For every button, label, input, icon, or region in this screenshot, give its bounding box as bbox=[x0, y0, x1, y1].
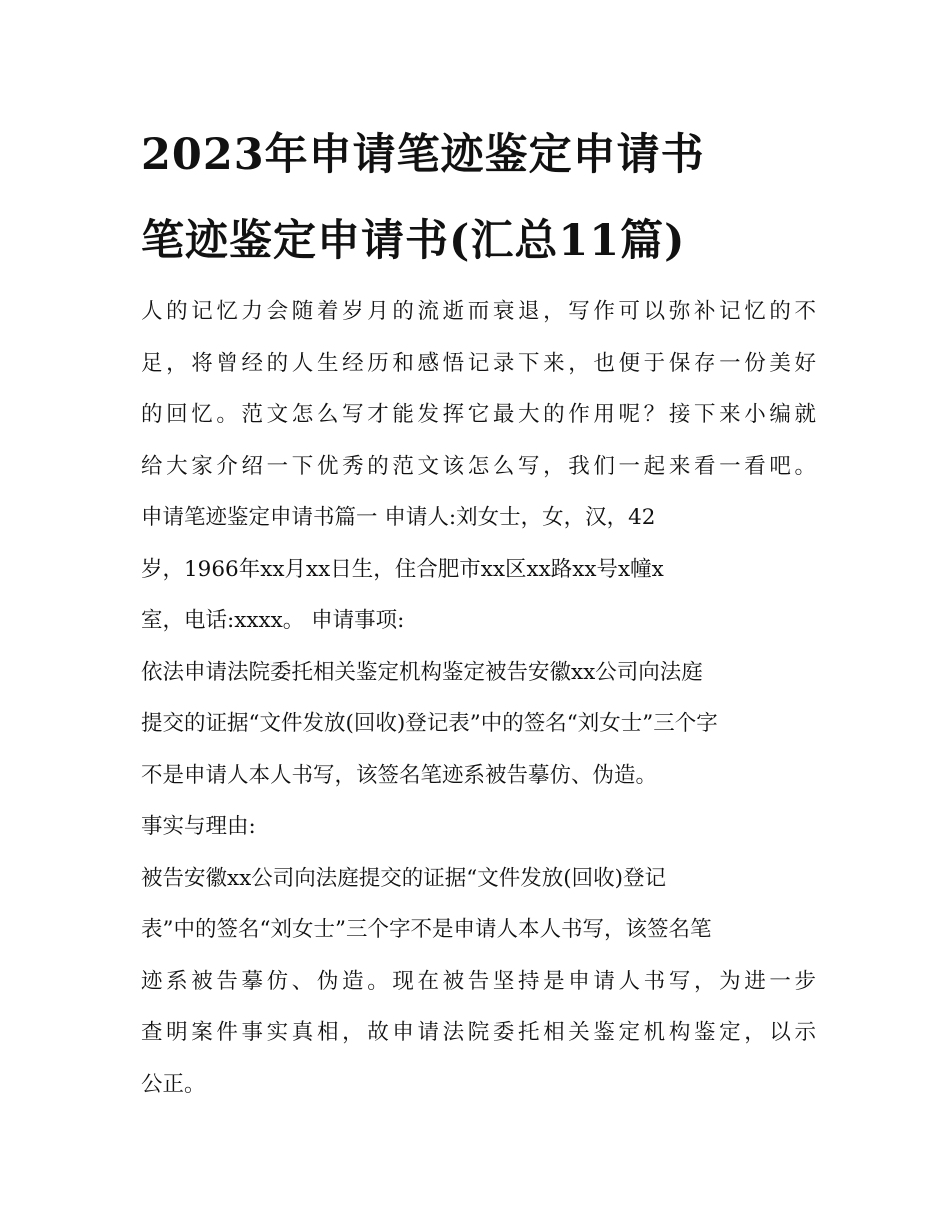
title-line-2: 笔迹鉴定申请书(汇总11篇) bbox=[141, 216, 686, 266]
body-line: 人的记忆力会随着岁月的流逝而衰退，写作可以弥补记忆的不 bbox=[141, 299, 816, 324]
body-line: 迹系被告摹仿、伪造。现在被告坚持是申请人书写，为进一步 bbox=[141, 968, 816, 994]
body-line: 公正。 bbox=[141, 1071, 206, 1097]
body-line: 被告安徽xx公司向法庭提交的证据“文件发放(回收)登记 bbox=[141, 865, 667, 891]
body-line: 表”中的签名“刘女士”三个字不是申请人本人书写，该签名笔 bbox=[141, 917, 712, 942]
body-line: 足，将曾经的人生经历和感悟记录下来，也便于保存一份美好 bbox=[141, 350, 816, 376]
body-line: 事实与理由: bbox=[141, 814, 256, 839]
body-line: 申请笔迹鉴定申请书篇一 申请人:刘女士，女，汉，42 bbox=[141, 505, 656, 530]
body-line: 查明案件事实真相，故申请法院委托相关鉴定机构鉴定，以示 bbox=[141, 1020, 816, 1045]
title-line-1: 2023年申请笔迹鉴定申请书 bbox=[141, 130, 705, 180]
body-line: 不是申请人本人书写，该签名笔迹系被告摹仿、伪造。 bbox=[141, 762, 658, 788]
body-line: 室，电话:xxxx。 申请事项: bbox=[141, 608, 405, 633]
body-line: 依法申请法院委托相关鉴定机构鉴定被告安徽xx公司向法庭 bbox=[141, 659, 703, 685]
document-title bbox=[141, 112, 816, 284]
body-line: 提交的证据“文件发放(回收)登记表”中的签名“刘女士”三个字 bbox=[141, 711, 718, 736]
document-page bbox=[141, 112, 816, 1110]
document-body bbox=[141, 286, 816, 1110]
body-line: 的回忆。范文怎么写才能发挥它最大的作用呢？接下来小编就 bbox=[141, 402, 816, 427]
body-line: 给大家介绍一下优秀的范文该怎么写，我们一起来看一看吧。 bbox=[141, 453, 816, 479]
body-line: 岁，1966年xx月xx日生，住合肥市xx区xx路xx号x幢x bbox=[141, 556, 664, 582]
